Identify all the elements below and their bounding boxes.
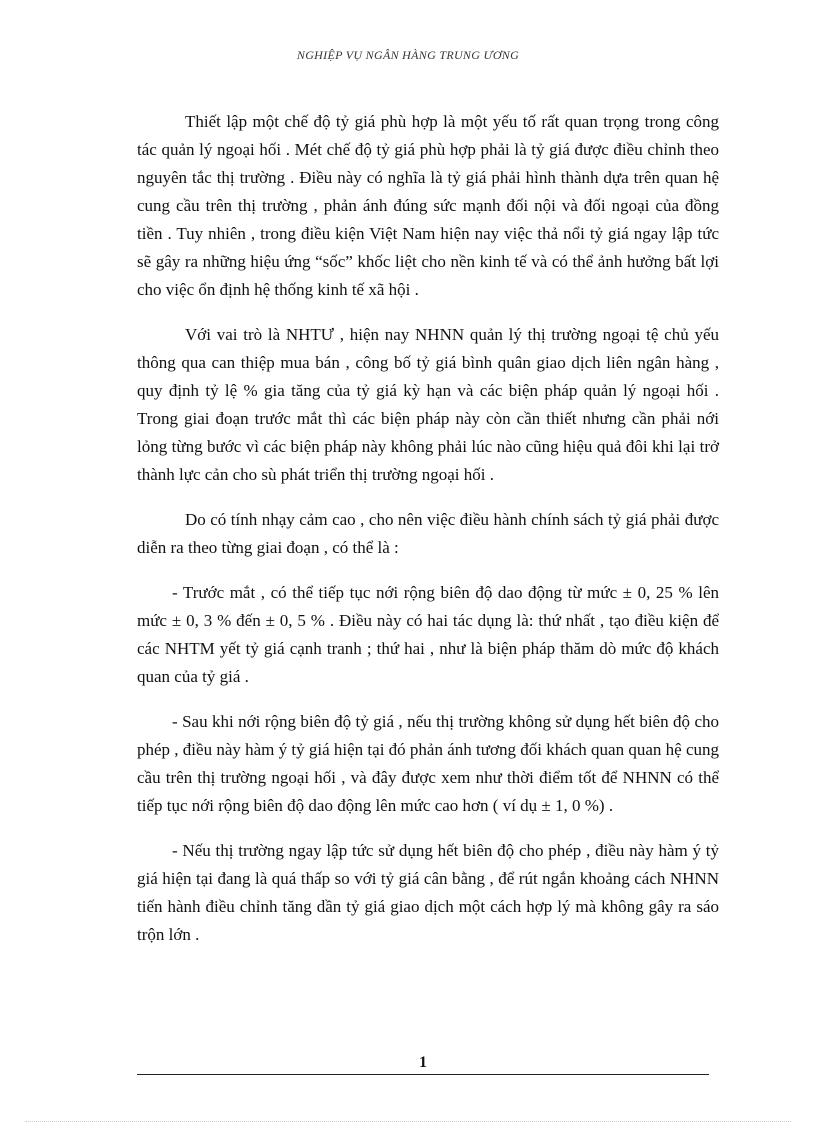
page-bottom-divider (25, 1121, 791, 1122)
bullet-item-2: - Sau khi nới rộng biên độ tỷ giá , nếu thị trường không sử dụng hết biên độ cho phép , điều này hàm ý tỷ giá hiện tại đó phản ánh tương đối khách quan quan hệ cung cầu trên thị trường ngoại hối , và đây được xem như thời điểm tốt để NHNN có thể tiếp tục nới rộng biên độ dao động lên mức cao hơn ( ví dụ ± 1, 0 %) . (137, 712, 719, 815)
bullet-item-1: - Trước mắt , có thể tiếp tục nới rộng biên độ dao động từ mức ± 0, 25 % lên mức ± 0, 3 % đến ± 0, 5 % . Điều này có hai tác dụng là: thứ nhất , tạo điều kiện để các NHTM yết tỷ giá cạnh tranh ; thứ hai , như là biện pháp thăm dò mức độ khách quan của tỷ giá . (137, 583, 719, 686)
paragraph-intro: Thiết lập một chế độ tỷ giá phù hợp là một yếu tố rất quan trọng trong công tác quản lý ngoại hối . Mét chế độ tỷ giá phù hợp phải là tỷ giá được điều chỉnh theo nguyên tắc thị trường . Điều này có nghĩa là tỷ giá phải hình thành dựa trên quan hệ cung cầu trên thị trường , phản ánh đúng sức mạnh đối nội và đối ngoại của đồng tiền . Tuy nhiên , trong điều kiện Việt Nam hiện nay việc thả nổi tỷ giá ngay lập tức sẽ gây ra những hiệu ứng “sốc” khốc liệt cho nền kinh tế và có thể ảnh hưởng bất lợi cho việc ổn định hệ thống kinh tế xã hội . (137, 112, 719, 299)
page-number: 1 (137, 1053, 709, 1075)
running-header: NGHIỆP VỤ NGÂN HÀNG TRUNG ƯƠNG (296, 48, 520, 62)
body-text (137, 108, 719, 966)
bullet-item-3: - Nếu thị trường ngay lập tức sử dụng hết biên độ cho phép , điều này hàm ý tỷ giá hiện tại đang là quá thấp so với tỷ giá cân bằng , để rút ngắn khoảng cách NHNN tiến hành điều chỉnh tăng dần tỷ giá giao dịch một cách hợp lý mà không gây ra sáo trộn lớn . (137, 841, 719, 944)
paragraph-role: Với vai trò là NHTƯ , hiện nay NHNN quản lý thị trường ngoại tệ chủ yếu thông qua can thiệp mua bán , công bố tỷ giá bình quân giao dịch liên ngân hàng , quy định tỷ lệ % gia tăng của tỷ giá kỳ hạn và các biện pháp quản lý ngoại hối . Trong giai đoạn trước mắt thì các biện pháp này còn cần thiết nhưng cần phải nới lỏng từng bước vì các biện pháp này không phải lúc nào cũng hiệu quả đôi khi lại trở thành lực cản cho sù phát triển thị trường ngoại hối . (137, 325, 719, 484)
paragraph-stages: Do có tính nhạy cảm cao , cho nên việc điều hành chính sách tỷ giá phải được diễn ra theo từng giai đoạn , có thể là : (137, 510, 719, 557)
